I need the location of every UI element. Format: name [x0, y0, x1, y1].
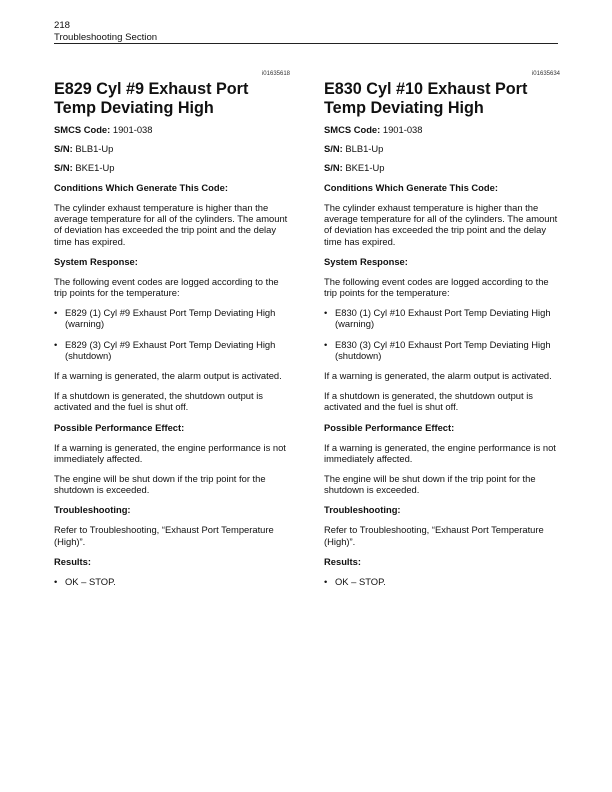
performance-text: The engine will be shut down if the trip point for the shutdown is exceeded. [324, 473, 536, 496]
results-heading: Results: [54, 555, 91, 567]
performance-text: If a warning is generated, the engine performance is not immediately affected. [324, 441, 556, 464]
sn-value: BKE1-Up [345, 162, 385, 173]
performance-heading: Possible Performance Effect: [54, 421, 185, 433]
event-code: E830 (3) Cyl #10 Exhaust Port Temp Deviating High (shutdown) [335, 338, 551, 361]
article-title: E830 Cyl #10 Exhaust Port Temp Deviating High [324, 80, 528, 117]
bullet-icon: • [324, 338, 328, 350]
serial-number [324, 143, 560, 154]
document-id: i01635618 [261, 71, 290, 77]
article-title: E829 Cyl #9 Exhaust Port Temp Deviating High [54, 80, 249, 117]
article-e829 [54, 70, 290, 596]
article-e830 [324, 70, 560, 596]
smcs-label: SMCS Code: [324, 124, 381, 135]
troubleshooting-heading: Troubleshooting: [324, 504, 401, 516]
sn-label: S/N: [54, 143, 73, 154]
troubleshooting-text: Refer to Troubleshooting, “Exhaust Port Temperature (High)”. [324, 524, 544, 547]
list-item [54, 307, 290, 329]
list-item [54, 339, 290, 361]
performance-heading: Possible Performance Effect: [324, 421, 455, 433]
serial-number [54, 143, 290, 154]
smcs-value: 1901-038 [382, 124, 423, 135]
system-response-heading: System Response: [324, 255, 408, 267]
sn-value: BLB1-Up [75, 143, 114, 154]
page-number: 218 [54, 20, 71, 31]
sn-label: S/N: [324, 143, 343, 154]
sn-label: S/N: [324, 162, 343, 173]
list-item [324, 339, 560, 361]
smcs-value: 1901-038 [112, 124, 153, 135]
section-title: Troubleshooting Section [54, 31, 158, 43]
smcs-code [54, 124, 290, 135]
conditions-heading: Conditions Which Generate This Code: [54, 182, 228, 193]
sn-value: BLB1-Up [345, 143, 384, 154]
list-item [324, 576, 560, 587]
smcs-code [324, 124, 560, 135]
system-response-text: The following event codes are logged according to the trip points for the temperature: [324, 275, 549, 299]
result-item: OK – STOP. [65, 575, 116, 587]
bullet-icon: • [54, 575, 58, 587]
troubleshooting-text: Refer to Troubleshooting, “Exhaust Port Temperature (High)”. [54, 524, 274, 547]
list-item [324, 307, 560, 329]
result-item: OK – STOP. [335, 575, 386, 587]
shutdown-text: If a shutdown is generated, the shutdown output is activated and the fuel is shut off. [324, 390, 533, 413]
system-response-text: The following event codes are logged according to the trip points for the temperature: [54, 275, 279, 299]
smcs-label: SMCS Code: [54, 124, 111, 135]
warning-text: If a warning is generated, the alarm output is activated. [54, 370, 282, 382]
conditions-text: The cylinder exhaust temperature is higher than the average temperature for all of the cylinders. The amount of deviation has exceeded the trip point and the delay time has expired. [324, 202, 558, 247]
event-code: E829 (1) Cyl #9 Exhaust Port Temp Deviating High (warning) [65, 307, 276, 330]
bullet-icon: • [54, 338, 58, 350]
performance-text: If a warning is generated, the engine performance is not immediately affected. [54, 441, 286, 464]
results-heading: Results: [324, 555, 361, 567]
document-id: i01635634 [531, 71, 560, 77]
conditions-text: The cylinder exhaust temperature is higher than the average temperature for all of the cylinders. The amount of deviation has exceeded the trip point and the delay time has expired. [54, 202, 288, 247]
shutdown-text: If a shutdown is generated, the shutdown output is activated and the fuel is shut off. [54, 390, 263, 413]
sn-label: S/N: [54, 162, 73, 173]
serial-number [54, 162, 290, 173]
bullet-icon: • [324, 307, 328, 319]
warning-text: If a warning is generated, the alarm output is activated. [324, 370, 552, 382]
bullet-icon: • [54, 307, 58, 319]
performance-text: The engine will be shut down if the trip point for the shutdown is exceeded. [54, 473, 266, 496]
event-code: E830 (1) Cyl #10 Exhaust Port Temp Deviating High (warning) [335, 307, 551, 330]
bullet-icon: • [324, 575, 328, 587]
list-item [54, 576, 290, 587]
event-code: E829 (3) Cyl #9 Exhaust Port Temp Deviating High (shutdown) [65, 338, 276, 361]
page-header [54, 20, 558, 43]
troubleshooting-heading: Troubleshooting: [54, 504, 131, 516]
conditions-heading: Conditions Which Generate This Code: [324, 182, 498, 193]
system-response-heading: System Response: [54, 255, 138, 267]
header-rule [54, 43, 558, 44]
sn-value: BKE1-Up [75, 162, 115, 173]
serial-number [324, 162, 560, 173]
